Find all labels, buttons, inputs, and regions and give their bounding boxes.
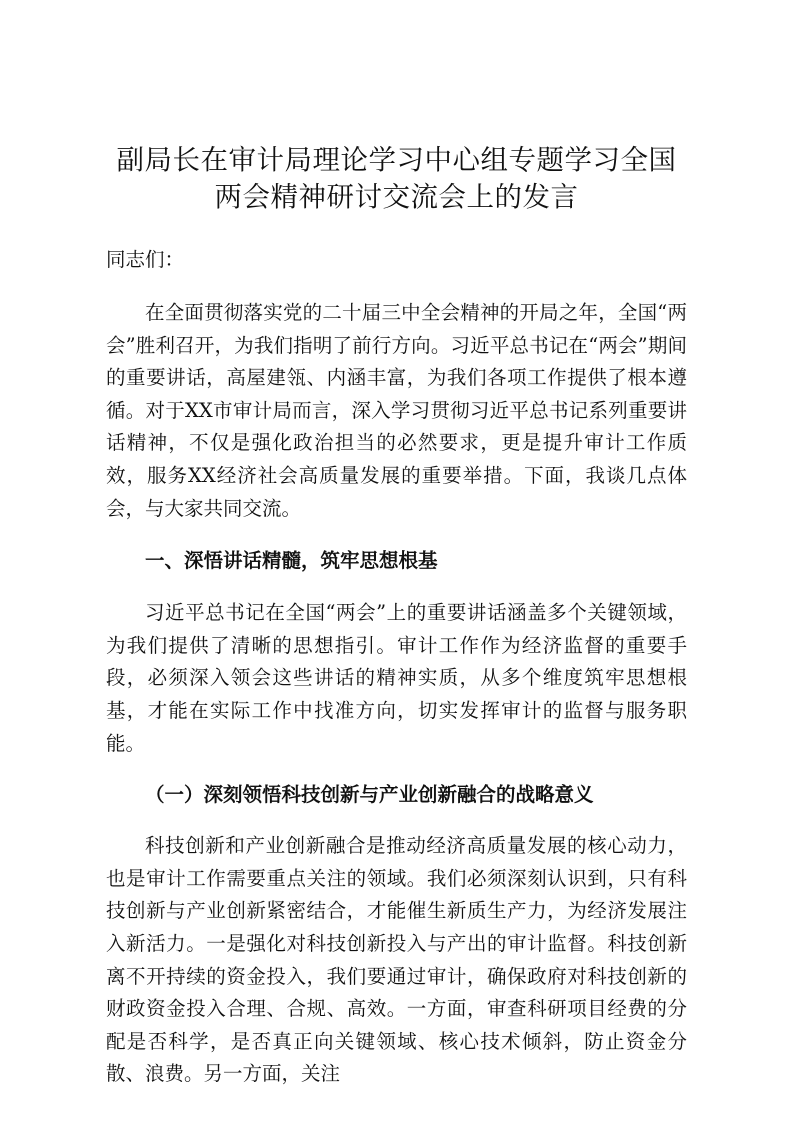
- paragraph-intro: 在全面贯彻落实党的二十届三中全会精神的开局之年，全国“两会”胜利召开，为我们指明了前行方向。习近平总书记在“两会”期间的重要讲话，高屋建瓴、内涵丰富，为我们各项工作提供了根本遵循。对于XX市审计局而言，深入学习贯彻习近平总书记系列重要讲话精神，不仅是强化政治担当的必然要求，更是提升审计工作质效，服务XX经济社会高质量发展的重要举措。下面，我谈几点体会，与大家共同交流。: [106, 301, 687, 520]
- paragraph-subsection-1: 科技创新和产业创新融合是推动经济高质量发展的核心动力，也是审计工作需要重点关注的领域。我们必须深刻认识到，只有科技创新与产业创新紧密结合，才能催生新质生产力，为经济发展注入新活力。一是强化对科技创新投入与产出的审计监督。科技创新离不开持续的资金投入，我们要通过审计，确保政府对科技创新的财政资金投入合理、合规、高效。一方面，审查科研项目经费的分配是否科学，是否真正向关键领域、核心技术倾斜，防止资金分散、浪费。另一方面，关注: [106, 834, 687, 1086]
- title-line-2: 两会精神研讨交流会上的发言: [214, 181, 579, 213]
- title-line-1: 副局长在审计局理论学习中心组专题学习全国: [116, 144, 677, 176]
- section-heading-1: 一、深悟讲话精髓，筑牢思想根基: [145, 549, 438, 573]
- salutation: 同志们：: [106, 248, 185, 271]
- document-title: [106, 142, 687, 216]
- subsection-heading-1: （一）深刻领悟科技创新与产业创新融合的战略意义: [145, 783, 594, 807]
- paragraph-section-1: 习近平总书记在全国“两会”上的重要讲话涵盖多个关键领域，为我们提供了清晰的思想指引。审计工作作为经济监督的重要手段，必须深入领会这些讲话的精神实质，从多个维度筑牢思想根基，才能在实际工作中找准方向，切实发挥审计的监督与服务职能。: [106, 601, 687, 755]
